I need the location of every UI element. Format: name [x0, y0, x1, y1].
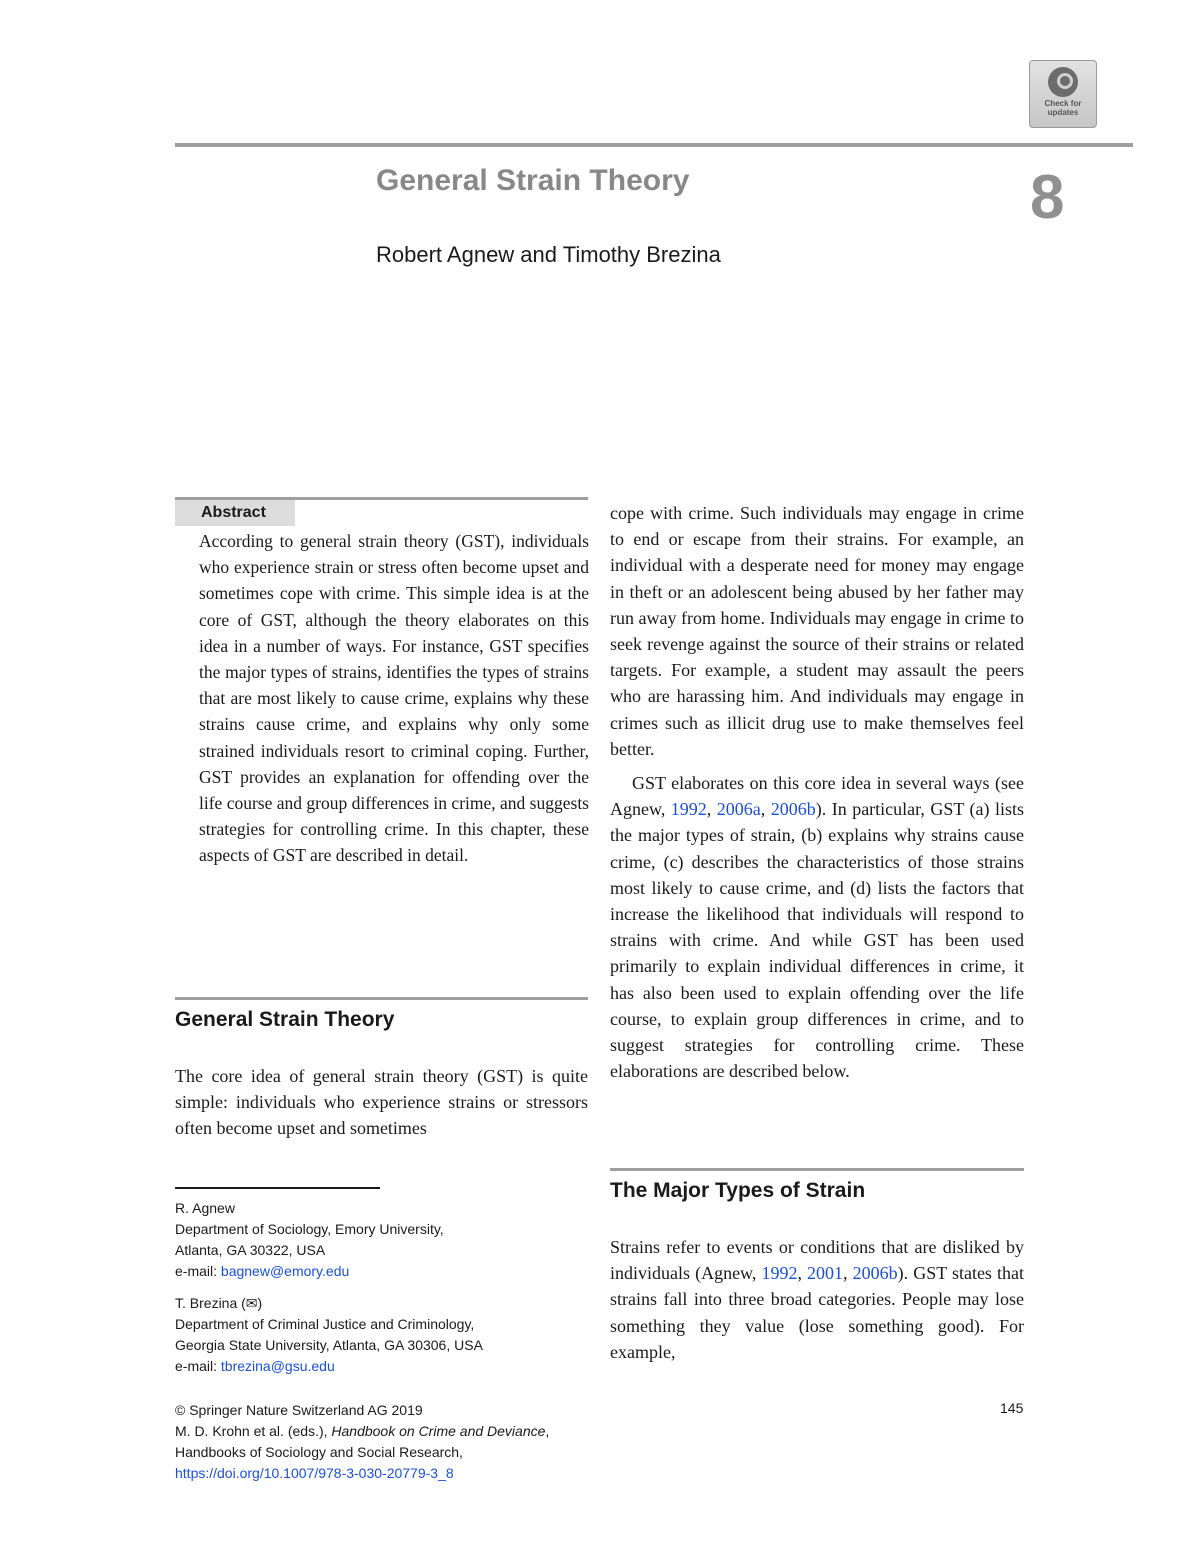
email-link[interactable]: bagnew@emory.edu [220, 1263, 350, 1279]
chapter-number: 8 [1030, 163, 1065, 232]
author-affiliation-1 [175, 1198, 444, 1282]
copyright-line: © Springer Nature Switzerland AG 2019 [175, 1402, 423, 1418]
author-department: Department of Criminal Justice and Criminology, [175, 1316, 475, 1332]
citation-line [175, 1421, 549, 1442]
text-run: , [545, 1423, 550, 1439]
section-heading: The Major Types of Strain [610, 1179, 866, 1202]
doi-link[interactable]: https://doi.org/10.1007/978-3-030-20779-3_8 [175, 1465, 454, 1481]
text-run: GST elaborates on this core idea in several ways (see Agnew, [610, 773, 1024, 820]
author-department: Department of Sociology, Emory University, [175, 1221, 444, 1237]
text-run: M. D. Krohn et al. (eds.), [175, 1423, 332, 1439]
email-link[interactable]: tbrezina@gsu.edu [220, 1358, 335, 1374]
check-for-updates-badge[interactable] [1029, 60, 1097, 128]
citation-link[interactable]: 2006b [852, 1263, 898, 1284]
text-run: , [843, 1263, 853, 1284]
body-paragraph [610, 770, 1024, 1084]
copyright-block [175, 1400, 549, 1484]
email-label: e-mail: [175, 1358, 221, 1374]
body-paragraph [610, 1234, 1024, 1365]
series-line: Handbooks of Sociology and Social Research, [175, 1444, 463, 1460]
badge-line-2: updates [1047, 108, 1079, 117]
author-name: R. Agnew [175, 1200, 235, 1216]
text-run: , [706, 799, 717, 820]
text-run: ). In particular, GST (a) lists the major types of strain, (b) explains why strains cause crime, (c) describes the characteristics of those strains most likely to cause crime, and (d) lists the factors that increase the likelihood that individuals will respond to strains with crime. And while GST has been used primarily to explain individual differences in crime, it has also been used to explain offending over the life course, to explain group differences in crime, and to suggest strategies for controlling crime. These elaborations are described below. [610, 799, 1025, 1082]
citation-link[interactable]: 2006b [770, 799, 816, 820]
page-number: 145 [1000, 1400, 1024, 1416]
section-rule [175, 997, 588, 1000]
citation-link[interactable]: 2001 [807, 1263, 844, 1284]
check-for-updates-icon [1048, 67, 1078, 97]
text-run: ). GST states that strains fall into three broad categories. People may lose something they value (lose something good). For example, [610, 1263, 1025, 1362]
author-affiliation-2 [175, 1293, 483, 1377]
citation-link[interactable]: 2006a [716, 799, 761, 820]
author-email-row [175, 1356, 483, 1377]
text-run: , [760, 799, 771, 820]
text-run: Strains refer to events or conditions that are disliked by individuals (Agnew, [610, 1237, 1024, 1284]
text-run: , [797, 1263, 808, 1284]
abstract-label: Abstract [175, 500, 295, 526]
chapter-authors: Robert Agnew and Timothy Brezina [376, 242, 721, 267]
body-paragraph: cope with crime. Such individuals may engage in crime to end or escape from their strains. For example, an individual with a desperate need for money may engage in theft or an adolescent being abused by her father may run away from home. Individuals may engage in crime to seek revenge against the source of their strains or related targets. For example, a student may assault the peers who are harassing him. And individuals may engage in crimes such as illicit drug use to make themselves feel better. [610, 503, 1024, 759]
author-email-row [175, 1261, 444, 1282]
citation-link[interactable]: 1992 [761, 1263, 798, 1284]
badge-line-1: Check for [1044, 99, 1082, 108]
section-heading: General Strain Theory [175, 1008, 395, 1031]
abstract-text: According to general strain theory (GST), individuals who experience strain or stress often become upset and sometimes cope with crime. This simple idea is at the core of GST, although the theory elaborates on this idea in a number of ways. For instance, GST specifies the major types of strains, identifies the types of strains that are most likely to cause crime, explains why these strains cause crime, and explains why only some strained individuals resort to criminal coping. Further, GST provides an explanation for offending over the life course and group differences in crime, and suggests strategies for controlling crime. In this chapter, these aspects of GST are described in detail. [199, 531, 589, 866]
author-address: Georgia State University, Atlanta, GA 30306, USA [175, 1337, 483, 1353]
right-column [610, 500, 1024, 1084]
chapter-title: General Strain Theory [376, 164, 690, 197]
body-paragraph: The core idea of general strain theory (GST) is quite simple: individuals who experience strains or stressors often become upset and sometimes [175, 1066, 588, 1139]
top-rule [175, 143, 1133, 147]
footnote-rule [175, 1187, 380, 1189]
book-title: Handbook on Crime and Deviance [331, 1423, 546, 1439]
author-name: T. Brezina (✉) [175, 1295, 263, 1311]
citation-link[interactable]: 1992 [670, 799, 707, 820]
section-rule [610, 1168, 1024, 1171]
email-label: e-mail: [175, 1263, 221, 1279]
author-address: Atlanta, GA 30322, USA [175, 1242, 326, 1258]
